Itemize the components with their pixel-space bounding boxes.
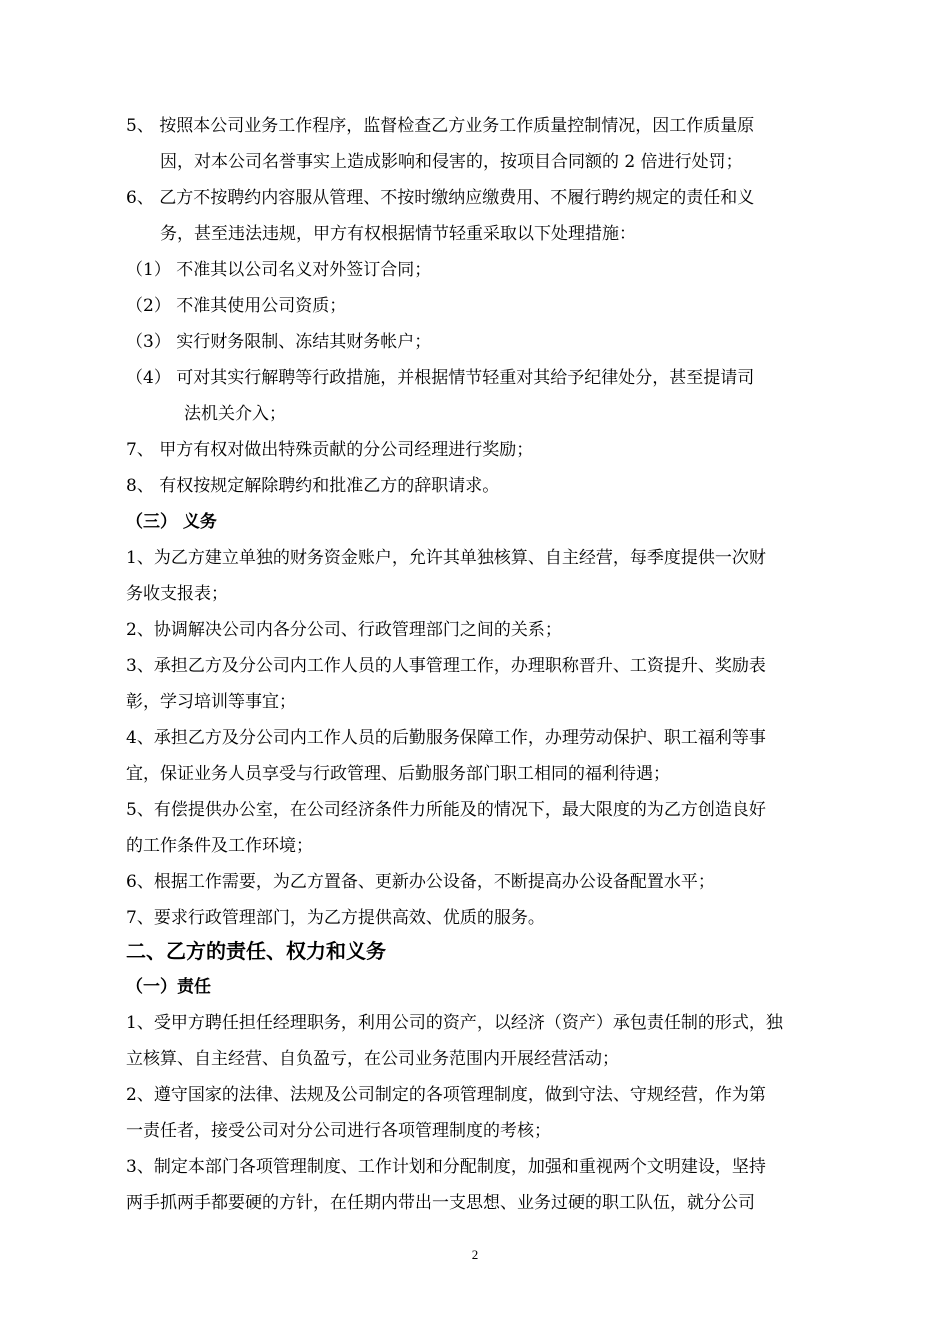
page-number: 2 (471, 1247, 479, 1262)
section-heading: （一）责任 (126, 977, 211, 997)
paragraph-line: 务收支报表； (126, 584, 228, 604)
paragraph-line: 务，甚至违法违规，甲方有权根据情节轻重采取以下处理措施： (160, 224, 636, 244)
paragraph-line: 5、 按照本公司业务工作程序，监督检查乙方业务工作质量控制情况，因工作质量原 (126, 116, 755, 136)
paragraph-line: 6、根据工作需要，为乙方置备、更新办公设备，不断提高办公设备配置水平； (126, 872, 715, 892)
paragraph-line: 3、承担乙方及分公司内工作人员的人事管理工作，办理职称晋升、工资提升、奖励表 (126, 656, 766, 676)
paragraph-line: 6、 乙方不按聘约内容服从管理、不按时缴纳应缴费用、不履行聘约规定的责任和义 (126, 188, 755, 208)
paragraph-line: 7、要求行政管理部门，为乙方提供高效、优质的服务。 (126, 908, 545, 928)
paragraph-line: 两手抓两手都要硬的方针，在任期内带出一支思想、业务过硬的职工队伍，就分公司 (126, 1193, 755, 1213)
paragraph-line: 宜，保证业务人员享受与行政管理、后勤服务部门职工相同的福利待遇； (126, 764, 670, 784)
paragraph-line: 彰，学习培训等事宜； (126, 692, 296, 712)
paragraph-line: 因，对本公司名誉事实上造成影响和侵害的，按项目合同额的 2 倍进行处罚； (160, 152, 743, 172)
paragraph-line: 8、 有权按规定解除聘约和批准乙方的辞职请求。 (126, 476, 500, 496)
paragraph-line: 1、为乙方建立单独的财务资金账户，允许其单独核算、自主经营，每季度提供一次财 (126, 548, 766, 568)
paragraph-line: 一责任者，接受公司对分公司进行各项管理制度的考核； (126, 1121, 551, 1141)
paragraph-line: 2、协调解决公司内各分公司、行政管理部门之间的关系； (126, 620, 562, 640)
section-heading: （三） 义务 (126, 512, 217, 532)
list-item: （4） 可对其实行解聘等行政措施，并根据情节轻重对其给予纪律处分，甚至提请司 (126, 368, 755, 388)
list-item: （3） 实行财务限制、冻结其财务帐户； (126, 332, 432, 352)
paragraph-line: 的工作条件及工作环境； (126, 836, 313, 856)
paragraph-line: 4、承担乙方及分公司内工作人员的后勤服务保障工作，办理劳动保护、职工福利等事 (126, 728, 766, 748)
paragraph-line: 法机关介入； (184, 404, 286, 424)
list-item: （1） 不准其以公司名义对外签订合同； (126, 260, 432, 280)
chapter-heading: 二、乙方的责任、权力和义务 (126, 939, 386, 963)
paragraph-line: 1、受甲方聘任担任经理职务，利用公司的资产，以经济（资产）承包责任制的形式，独 (126, 1013, 783, 1033)
list-item: （2） 不准其使用公司资质； (126, 296, 347, 316)
paragraph-line: 5、有偿提供办公室，在公司经济条件力所能及的情况下，最大限度的为乙方创造良好 (126, 800, 766, 820)
paragraph-line: 7、 甲方有权对做出特殊贡献的分公司经理进行奖励； (126, 440, 534, 460)
paragraph-line: 立核算、自主经营、自负盈亏，在公司业务范围内开展经营活动； (126, 1049, 619, 1069)
paragraph-line: 3、制定本部门各项管理制度、工作计划和分配制度，加强和重视两个文明建设，坚持 (126, 1157, 766, 1177)
paragraph-line: 2、遵守国家的法律、法规及公司制定的各项管理制度，做到守法、守规经营，作为第 (126, 1085, 766, 1105)
